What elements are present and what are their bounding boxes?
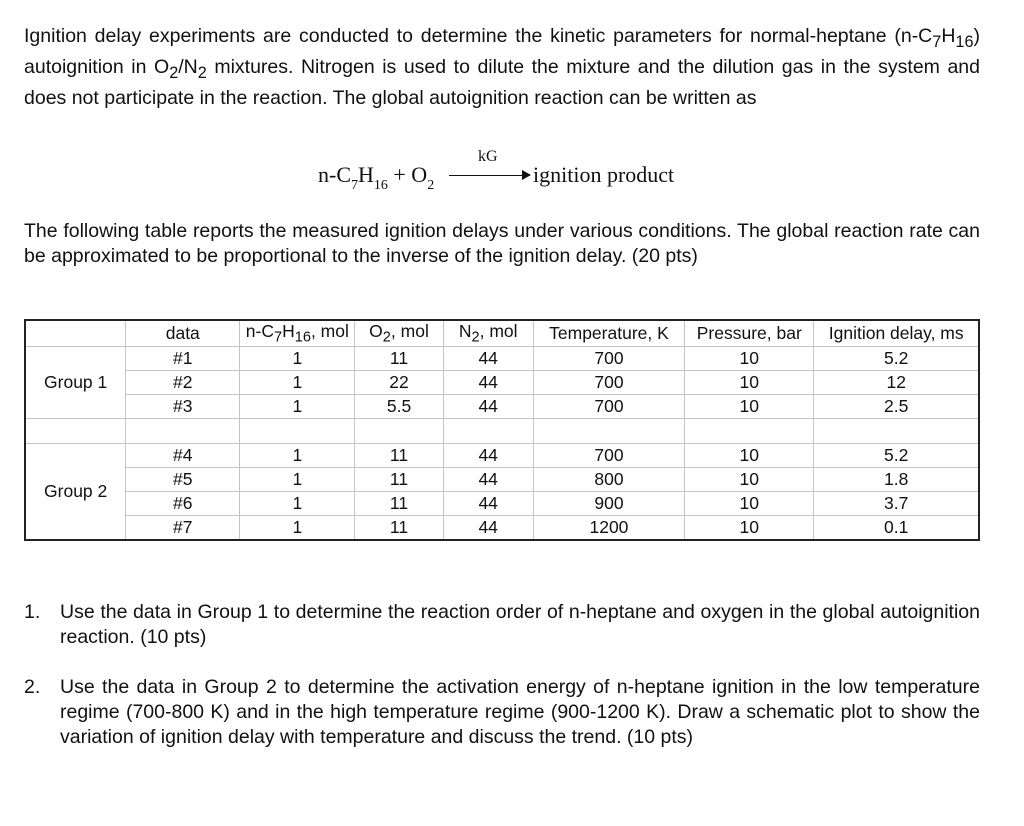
table-spacer-row [25, 418, 979, 443]
question-text: Use the data in Group 2 to determine the activation energy of n-heptane ignition in the low temperature regime (700-800 K) and in the high temperature regime (900-1200 K). Draw a schematic plot to show the variation of ignition delay with temperature and discuss the trend. (10 pts) [60, 676, 980, 748]
cell-delay: 2.5 [814, 394, 979, 418]
cell-o2: 5.5 [355, 394, 443, 418]
cell-n2: 44 [443, 394, 533, 418]
cell-pressure: 10 [685, 370, 814, 394]
question-number: 2. [24, 676, 41, 698]
cell-n2: 44 [443, 370, 533, 394]
header-delay: Ignition delay, ms [814, 320, 979, 346]
question-number: 1. [24, 601, 41, 623]
cell-o2: 11 [355, 491, 443, 515]
cell-id: #1 [126, 346, 240, 370]
cell-n2: 44 [443, 491, 533, 515]
cell-temperature: 800 [533, 467, 684, 491]
equation-reactants: $n-C_7H_{16} + O_2$ [318, 162, 435, 193]
cell-n2: 44 [443, 515, 533, 540]
cell-heptane: 1 [240, 370, 355, 394]
cell-n2: 44 [443, 346, 533, 370]
header-temperature: Temperature, K [533, 320, 684, 346]
group-2-label: Group 2 [25, 443, 126, 540]
cell-o2: 11 [355, 515, 443, 540]
question-item [24, 600, 980, 650]
cell-id: #4 [126, 443, 240, 467]
question-item [24, 675, 980, 750]
header-n2: $N_2$, mol [443, 320, 533, 346]
header-o2: $O_2$, mol [355, 320, 443, 346]
cell-heptane: 1 [240, 394, 355, 418]
cell-delay: 1.8 [814, 467, 979, 491]
cell-pressure: 10 [685, 491, 814, 515]
cell-pressure: 10 [685, 515, 814, 540]
cell-o2: 11 [355, 443, 443, 467]
reaction-arrow [449, 175, 525, 176]
cell-heptane: 1 [240, 491, 355, 515]
cell-delay: 5.2 [814, 346, 979, 370]
table-row [25, 467, 979, 491]
cell-temperature: 700 [533, 443, 684, 467]
table-row [25, 443, 979, 467]
reaction-arrowhead [522, 170, 531, 180]
question-text: Use the data in Group 1 to determine the reaction order of n-heptane and oxygen in the global autoignition reaction. (10 pts) [60, 601, 980, 648]
cell-pressure: 10 [685, 443, 814, 467]
cell-temperature: 700 [533, 346, 684, 370]
cell-pressure: 10 [685, 346, 814, 370]
cell-temperature: 700 [533, 394, 684, 418]
cell-o2: 22 [355, 370, 443, 394]
cell-id: #6 [126, 491, 240, 515]
table-intro-paragraph: The following table reports the measured ignition delays under various conditions. The global reaction rate can be approximated to be proportional to the inverse of the ignition delay. (20 pts) [24, 220, 980, 267]
cell-delay: 3.7 [814, 491, 979, 515]
table-row [25, 346, 979, 370]
cell-id: #7 [126, 515, 240, 540]
cell-delay: 5.2 [814, 443, 979, 467]
header-group [25, 320, 126, 346]
cell-delay: 0.1 [814, 515, 979, 540]
cell-heptane: 1 [240, 346, 355, 370]
cell-heptane: 1 [240, 443, 355, 467]
table-row [25, 394, 979, 418]
cell-id: #2 [126, 370, 240, 394]
header-data: data [126, 320, 240, 346]
cell-pressure: 10 [685, 467, 814, 491]
question-list [24, 600, 980, 750]
header-heptane: $n-C_7H_{16}$, mol [240, 320, 355, 346]
intro-paragraph: Ignition delay experiments are conducted to determine the kinetic parameters for normal-heptane $(n-C_7H_{16})$ autoignition in $O_2/N_2$ mixtures. Nitrogen is used to dilute the mixture and the dilution gas in the system and does not participate in the reaction. The global autoignition reaction can be written as [24, 25, 980, 109]
rate-constant-label: kG [478, 148, 498, 165]
table-row [25, 370, 979, 394]
cell-delay: 12 [814, 370, 979, 394]
equation-product: ignition product [533, 162, 675, 187]
table-header-row [25, 320, 979, 346]
cell-o2: 11 [355, 346, 443, 370]
cell-o2: 11 [355, 467, 443, 491]
cell-pressure: 10 [685, 394, 814, 418]
ignition-delay-table [24, 319, 980, 541]
cell-id: #3 [126, 394, 240, 418]
cell-id: #5 [126, 467, 240, 491]
header-pressure: Pressure, bar [685, 320, 814, 346]
cell-heptane: 1 [240, 467, 355, 491]
cell-temperature: 900 [533, 491, 684, 515]
group-1-label: Group 1 [25, 346, 126, 418]
cell-temperature: 1200 [533, 515, 684, 540]
cell-heptane: 1 [240, 515, 355, 540]
table-row [25, 491, 979, 515]
cell-n2: 44 [443, 467, 533, 491]
cell-n2: 44 [443, 443, 533, 467]
cell-temperature: 700 [533, 370, 684, 394]
table-row [25, 515, 979, 540]
